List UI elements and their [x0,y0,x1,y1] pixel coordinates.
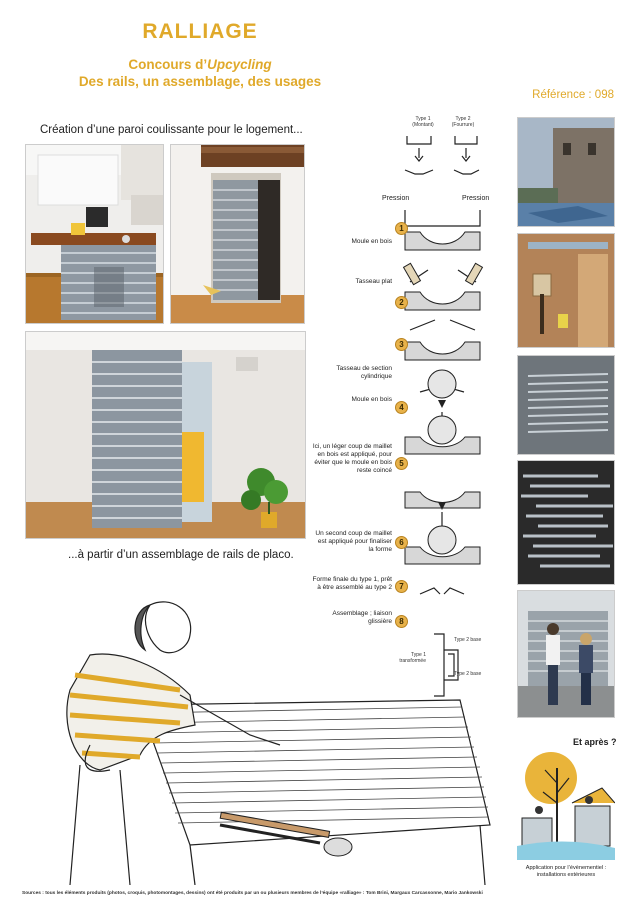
assembly-type1-label: Type 1 transformée [399,652,426,664]
subtitle-line-1 [0,57,400,72]
photo-stone-building [517,117,615,227]
step-7-label: Forme finale du type 1, prêt à être assemblé au type 2 [312,576,392,591]
sources-footer: Sources : tous les éléments produits (photos, croquis, photomontages, dessins) ont été produits par un ou plusieurs membres de l’équipe «ralliage» : Tom Brini, Margaux Carcassonne, Mario Jankowski [22,891,483,896]
type-profiles [397,130,497,185]
after-caption: Application pour l’évènementiel : installations extérieures [525,865,607,878]
step-1-badge: 1 [395,222,408,235]
page-title: RALLIAGE [142,20,258,43]
step-6-badge: 6 [395,536,408,549]
step-7-badge: 7 [395,580,408,593]
photo-people-assembling [517,590,615,718]
subtitle-line-2: Des rails, un assemblage, des usages [78,74,322,89]
step-5-badge: 5 [395,457,408,470]
type2-label: Type 2 (Fourrure) [451,116,475,128]
step-2-badge: 2 [395,296,408,309]
step-2-label: Tasseau plat [355,278,392,285]
step-5-label: Ici, un léger coup de maillet en bois est appliqué, pour éviter que le moule en bois reste coincé [312,443,392,474]
type1-label: Type 1 (Montant) [412,116,434,128]
step-3-badge: 3 [395,338,408,351]
step-6-label: Un second coup de maillet est appliqué pour finaliser la forme [315,530,392,553]
reference-label: Référence : 098 [532,89,614,101]
caption-top: Création d’une paroi coulissante pour le logement... [40,124,303,136]
caption-bottom: ...à partir d’un assemblage de rails de placo. [68,549,294,561]
photo-sliding-door [170,144,305,324]
pression-left: Pression [382,195,410,202]
subtitle-prefix: Concours d’ [128,57,208,72]
pression-right: Pression [462,195,490,202]
photo-sliding-wall [25,331,306,539]
photo-kitchen-island [25,144,164,324]
step-4-badge: 4 [395,401,408,414]
assembly-type2b-label: Type 2 base [454,671,482,677]
process-diagram [312,110,512,700]
photo-rail-panel [517,355,615,455]
step-8-badge: 8 [395,615,408,628]
step-4-extra: Tasseau de section cylindrique [336,365,392,380]
after-title: Et après ? [573,737,617,747]
photo-rail-stack [517,460,615,585]
step-1-label: Moule en bois [351,238,392,245]
subtitle-italic: Upcycling [207,57,272,72]
assembly-type2a-label: Type 2 base [454,637,482,643]
step-4-label: Moule en bois [351,396,392,403]
photo-tools-on-wood [517,233,615,348]
step-drawings [400,202,500,657]
illustration-event [517,748,615,860]
step-8-label: Assemblage ; liaison glissière [332,610,392,625]
